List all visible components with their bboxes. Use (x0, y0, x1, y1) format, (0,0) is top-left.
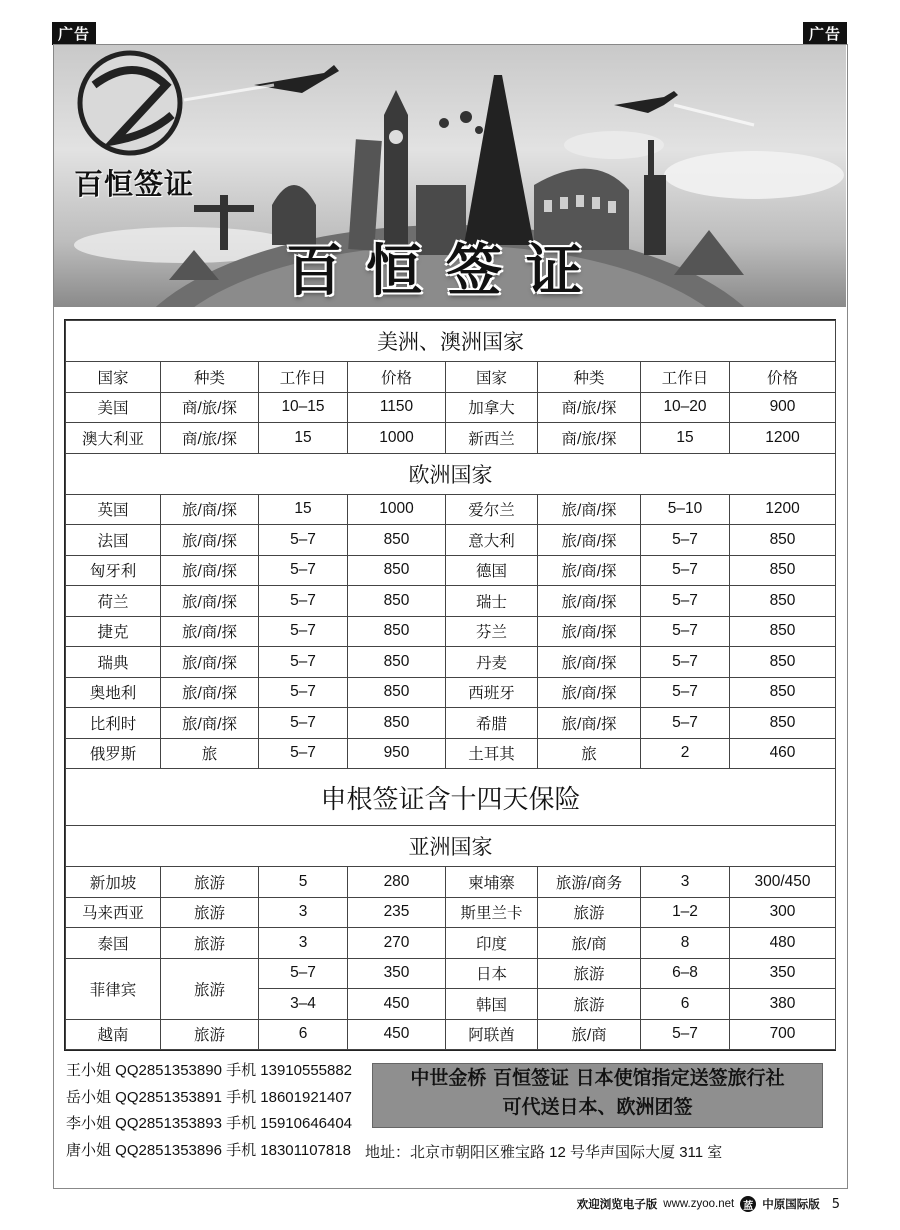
table-cell: 5–7 (259, 738, 348, 769)
table-cell: 5 (259, 867, 348, 898)
section-title-schengen: 申根签证含十四天保险 (66, 769, 836, 826)
table-cell: 1150 (348, 392, 446, 423)
table-cell: 新加坡 (66, 867, 161, 898)
table-cell: 850 (730, 647, 836, 678)
table-cell: 850 (730, 616, 836, 647)
table-cell: 850 (348, 708, 446, 739)
table-cell: 700 (730, 1019, 836, 1050)
table-cell: 270 (348, 928, 446, 959)
table-cell: 235 (348, 897, 446, 928)
table-cell: 旅游 (161, 867, 259, 898)
table-cell: 俄罗斯 (66, 738, 161, 769)
table-row (66, 423, 836, 454)
table-cell: 旅/商/探 (538, 677, 641, 708)
table-cell: 1000 (348, 423, 446, 454)
table-cell: 旅/商 (538, 1019, 641, 1050)
table-cell: 350 (730, 958, 836, 989)
logo-text: 百恒签证 (74, 167, 195, 201)
table-cell: 旅/商/探 (161, 494, 259, 525)
table-cell: 丹麦 (446, 647, 538, 678)
column-header: 国家 (66, 362, 161, 393)
table-cell: 5–7 (641, 677, 730, 708)
table-cell: 菲律宾 (66, 958, 161, 1019)
table-cell: 旅/商/探 (538, 586, 641, 617)
section-row (66, 769, 836, 826)
table-cell: 5–7 (641, 525, 730, 556)
table-cell: 10–20 (641, 392, 730, 423)
table-cell: 5–7 (259, 555, 348, 586)
table-cell: 澳大利亚 (66, 423, 161, 454)
column-header: 种类 (538, 362, 641, 393)
table-row (66, 677, 836, 708)
table-cell: 旅游 (161, 1019, 259, 1050)
table-cell: 6 (259, 1019, 348, 1050)
table-cell: 斯里兰卡 (446, 897, 538, 928)
agency-notice-box (372, 1063, 823, 1128)
table-cell: 旅/商/探 (161, 677, 259, 708)
table-cell: 旅/商/探 (161, 525, 259, 556)
notice-line: 可代送日本、欧洲团签 (502, 1096, 693, 1118)
column-header-row (66, 362, 836, 393)
table-cell: 1200 (730, 494, 836, 525)
table-cell: 850 (730, 708, 836, 739)
table-row (66, 1019, 836, 1050)
table-cell: 越南 (66, 1019, 161, 1050)
table-cell: 旅游 (538, 897, 641, 928)
section-row (66, 453, 836, 494)
column-header: 工作日 (641, 362, 730, 393)
table-cell: 900 (730, 392, 836, 423)
table-cell: 3–4 (259, 989, 348, 1020)
table-cell: 旅/商/探 (161, 555, 259, 586)
table-cell: 柬埔寨 (446, 867, 538, 898)
contact-line: 唐小姐 QQ2851353896 手机 18301107818 (66, 1141, 351, 1159)
page-number: 5 (831, 1196, 840, 1212)
table-cell: 1000 (348, 494, 446, 525)
table-cell: 5–7 (259, 677, 348, 708)
table-cell: 1200 (730, 423, 836, 454)
table-row (66, 555, 836, 586)
table-cell: 新西兰 (446, 423, 538, 454)
table-cell: 比利时 (66, 708, 161, 739)
banner-image (54, 45, 846, 307)
table-cell: 商/旅/探 (161, 423, 259, 454)
table-cell: 瑞典 (66, 647, 161, 678)
table-cell: 300/450 (730, 867, 836, 898)
column-header: 国家 (446, 362, 538, 393)
table-cell: 2 (641, 738, 730, 769)
table-cell: 意大利 (446, 525, 538, 556)
table-cell: 旅游 (161, 897, 259, 928)
table-cell: 旅游 (161, 928, 259, 959)
table-cell: 加拿大 (446, 392, 538, 423)
table-cell: 旅/商/探 (538, 616, 641, 647)
table-cell: 马来西亚 (66, 897, 161, 928)
table-cell: 旅/商 (538, 928, 641, 959)
table-cell: 旅/商/探 (161, 586, 259, 617)
table-cell: 商/旅/探 (538, 423, 641, 454)
contact-line: 岳小姐 QQ2851353891 手机 18601921407 (66, 1088, 353, 1106)
table-row (66, 616, 836, 647)
table-cell: 5–7 (259, 958, 348, 989)
table-cell: 5–7 (259, 616, 348, 647)
column-header: 种类 (161, 362, 259, 393)
table-cell: 350 (348, 958, 446, 989)
table-cell: 5–7 (641, 647, 730, 678)
table-cell: 460 (730, 738, 836, 769)
section-row (66, 321, 836, 362)
table-row (66, 392, 836, 423)
table-cell: 英国 (66, 494, 161, 525)
banner-title: 百恒签证 (286, 239, 606, 304)
table-cell: 5–7 (641, 616, 730, 647)
table-cell: 旅/商/探 (161, 708, 259, 739)
table-cell: 5–7 (641, 555, 730, 586)
table-cell: 商/旅/探 (161, 392, 259, 423)
table-cell: 捷克 (66, 616, 161, 647)
page-footer (577, 1196, 840, 1212)
table-cell: 380 (730, 989, 836, 1020)
column-header: 价格 (730, 362, 836, 393)
table-cell: 商/旅/探 (538, 392, 641, 423)
table-cell: 泰国 (66, 928, 161, 959)
table-cell: 850 (348, 586, 446, 617)
table-cell: 480 (730, 928, 836, 959)
table-body (66, 321, 836, 1050)
table-cell: 5–7 (259, 525, 348, 556)
table-cell: 850 (730, 525, 836, 556)
table-cell: 旅/商/探 (538, 555, 641, 586)
table-cell: 奥地利 (66, 677, 161, 708)
table-row (66, 586, 836, 617)
visa-price-table (65, 320, 836, 1050)
table-cell: 280 (348, 867, 446, 898)
table-row (66, 958, 836, 989)
table-cell: 西班牙 (446, 677, 538, 708)
table-cell: 850 (348, 525, 446, 556)
office-address: 地址：北京市朝阳区雅宝路 12 号华声国际大厦 311 室 (365, 1144, 723, 1161)
table-cell: 850 (730, 555, 836, 586)
table-cell: 土耳其 (446, 738, 538, 769)
ad-label-left: 广告 (52, 22, 96, 45)
table-cell: 希腊 (446, 708, 538, 739)
table-cell: 爱尔兰 (446, 494, 538, 525)
table-cell: 15 (641, 423, 730, 454)
table-cell: 850 (348, 555, 446, 586)
table-cell: 旅/商/探 (161, 616, 259, 647)
table-cell: 瑞士 (446, 586, 538, 617)
table-row (66, 708, 836, 739)
edition-badge-icon: 蓝 (740, 1196, 756, 1212)
table-row (66, 738, 836, 769)
contact-line: 王小姐 QQ2851353890 手机 13910555882 (66, 1062, 353, 1079)
footer-welcome: 欢迎浏览电子版 (576, 1197, 658, 1211)
contact-line: 李小姐 QQ2851353893 手机 15910646404 (66, 1115, 353, 1132)
table-cell: 950 (348, 738, 446, 769)
table-cell: 5–10 (641, 494, 730, 525)
footer-site-link[interactable]: www.zyoo.net (663, 1198, 735, 1210)
table-cell: 850 (348, 616, 446, 647)
table-cell: 旅/商/探 (538, 525, 641, 556)
table-cell: 6 (641, 989, 730, 1020)
table-cell: 旅游 (538, 958, 641, 989)
table-cell: 5–7 (259, 647, 348, 678)
table-row (66, 928, 836, 959)
table-cell: 美国 (66, 392, 161, 423)
visa-price-table-frame (64, 319, 836, 1051)
table-cell: 3 (259, 928, 348, 959)
table-cell: 旅游/商务 (538, 867, 641, 898)
table-row (66, 867, 836, 898)
table-cell: 日本 (446, 958, 538, 989)
table-cell: 3 (259, 897, 348, 928)
table-cell: 8 (641, 928, 730, 959)
table-cell: 5–7 (259, 708, 348, 739)
table-cell: 450 (348, 989, 446, 1020)
section-row (66, 826, 836, 867)
table-cell: 450 (348, 1019, 446, 1050)
table-row (66, 897, 836, 928)
table-cell: 850 (730, 677, 836, 708)
section-title-asia: 亚洲国家 (66, 826, 836, 867)
notice-line: 中世金桥 百恒签证 日本使馆指定送签旅行社 (410, 1067, 785, 1089)
table-cell: 5–7 (641, 708, 730, 739)
table-cell: 韩国 (446, 989, 538, 1020)
table-cell: 6–8 (641, 958, 730, 989)
column-header: 价格 (348, 362, 446, 393)
table-cell: 5–7 (259, 586, 348, 617)
table-cell: 5–7 (641, 1019, 730, 1050)
table-cell: 印度 (446, 928, 538, 959)
contact-list (66, 1058, 396, 1164)
table-row (66, 647, 836, 678)
table-cell: 10–15 (259, 392, 348, 423)
table-cell: 芬兰 (446, 616, 538, 647)
section-title-americas: 美洲、澳洲国家 (66, 321, 836, 362)
table-cell: 旅/商/探 (161, 647, 259, 678)
table-cell: 旅 (538, 738, 641, 769)
table-cell: 3 (641, 867, 730, 898)
table-cell: 德国 (446, 555, 538, 586)
table-cell: 旅/商/探 (538, 708, 641, 739)
table-cell: 850 (730, 586, 836, 617)
table-cell: 荷兰 (66, 586, 161, 617)
table-cell: 旅游 (161, 958, 259, 1019)
footer-edition: 中原国际版 (762, 1197, 820, 1211)
table-row (66, 525, 836, 556)
table-cell: 850 (348, 677, 446, 708)
table-cell: 1–2 (641, 897, 730, 928)
table-cell: 300 (730, 897, 836, 928)
table-cell: 旅 (161, 738, 259, 769)
table-cell: 旅/商/探 (538, 647, 641, 678)
table-cell: 850 (348, 647, 446, 678)
table-cell: 法国 (66, 525, 161, 556)
table-cell: 旅游 (538, 989, 641, 1020)
ad-label-right: 广告 (803, 22, 847, 45)
table-cell: 旅/商/探 (538, 494, 641, 525)
section-title-europe: 欧洲国家 (66, 453, 836, 494)
table-cell: 阿联酋 (446, 1019, 538, 1050)
table-row (66, 494, 836, 525)
table-cell: 15 (259, 494, 348, 525)
table-cell: 匈牙利 (66, 555, 161, 586)
column-header: 工作日 (259, 362, 348, 393)
table-cell: 5–7 (641, 586, 730, 617)
table-cell: 15 (259, 423, 348, 454)
